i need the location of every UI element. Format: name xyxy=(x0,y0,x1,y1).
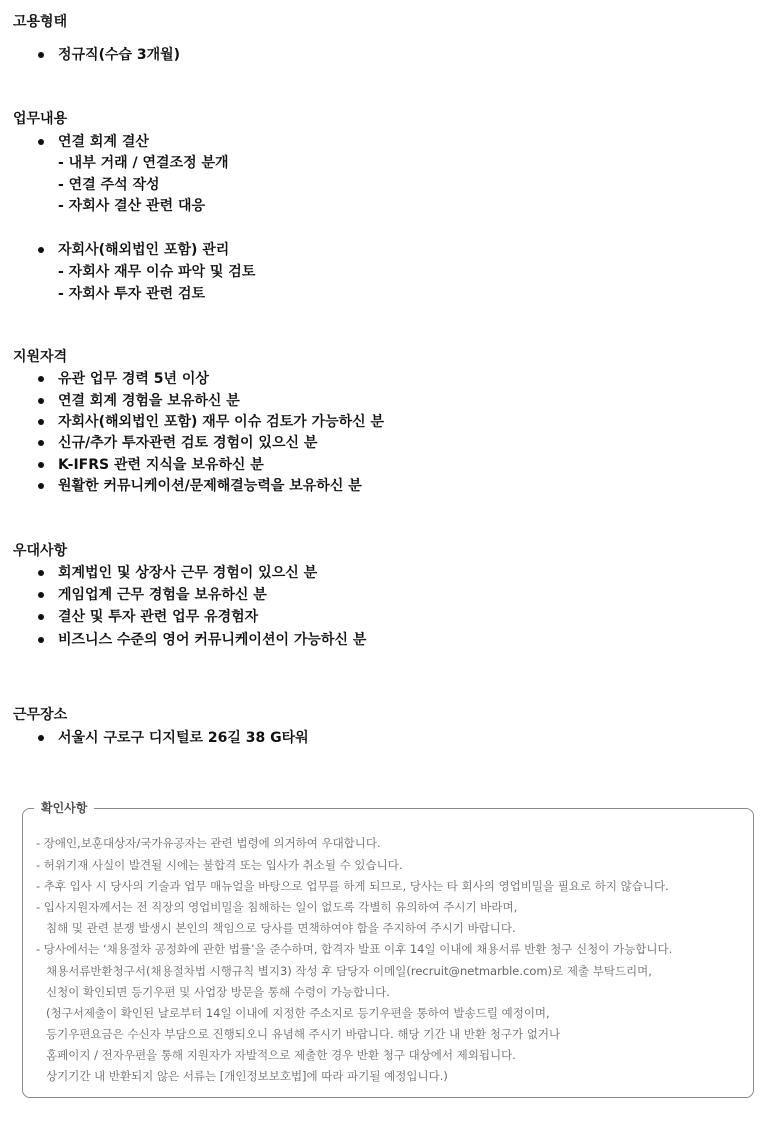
notice-line: 침해 및 관련 분쟁 발생시 본인의 책임으로 당사를 면책하여야 함을 주지하여 주시기 바랍니다. xyxy=(46,921,516,935)
list-item-label: 비즈니스 수준의 영어 커뮤니케이션이 가능하신 분 xyxy=(58,632,367,648)
bullet-icon xyxy=(38,637,44,643)
bullet-icon xyxy=(38,570,44,576)
notice-line: - 당사에서는 ‘채용절차 공정화에 관한 법률’을 준수하며, 합격자 발표 이후 14일 이내에 채용서류 반환 청구 신청이 가능합니다. xyxy=(36,942,673,956)
sub-item: - 내부 거래 / 연결조정 분개 xyxy=(58,155,229,171)
list-item-label: 자회사(해외법인 포함) 재무 이슈 검토가 가능하신 분 xyxy=(58,414,385,430)
list-item-label: 신규/추가 투자관련 검토 경험이 있으신 분 xyxy=(58,435,318,451)
bullet-icon xyxy=(38,419,44,425)
list-item-label: 정규직(수습 3개월) xyxy=(58,47,181,63)
bullet-icon xyxy=(38,376,44,382)
list-item-label: 연결 회계 결산 xyxy=(58,134,149,150)
notice-line: - 추후 입사 시 당사의 기술과 업무 매뉴얼을 바탕으로 업무를 하게 되므로, 당사는 타 회사의 영업비밀을 필요로 하지 않습니다. xyxy=(36,879,669,893)
bullet-icon xyxy=(38,247,44,253)
sub-item: - 자회사 결산 관련 대응 xyxy=(58,198,206,214)
notice-line: 상기기간 내 반환되지 않은 서류는 [개인정보보호법]에 따라 파기될 예정입니다.) xyxy=(46,1069,448,1083)
notice-line: - 허위기재 사실이 발견될 시에는 불합격 또는 입사가 취소될 수 있습니다. xyxy=(36,858,403,872)
list-item-label: 유관 업무 경력 5년 이상 xyxy=(58,371,209,387)
bullet-icon xyxy=(38,614,44,620)
notice-line: 신청이 확인되면 등기우편 및 사업장 방문을 통해 수령이 가능합니다. xyxy=(46,985,390,999)
sub-item: - 자회사 투자 관련 검토 xyxy=(58,286,206,302)
list-item-label: K-IFRS 관련 지식을 보유하신 분 xyxy=(58,457,264,473)
list-item-label: 결산 및 투자 관련 업무 유경험자 xyxy=(58,609,259,625)
section-title-preferred: 우대사항 xyxy=(13,543,68,559)
bullet-icon xyxy=(38,592,44,598)
section-title-location: 근무장소 xyxy=(13,707,68,723)
notice-line: 홈페이지 / 전자우편을 통해 지원자가 자발적으로 제출한 경우 반환 청구 대상에서 제외됩니다. xyxy=(46,1048,516,1062)
list-item-label: 원활한 커뮤니케이션/문제해결능력을 보유하신 분 xyxy=(58,478,362,494)
notice-line: (청구서제출이 확인된 날로부터 14일 이내에 지정한 주소지로 등기우편을 통하여 발송드릴 예정이며, xyxy=(46,1006,550,1020)
section-title-qualifications: 지원자격 xyxy=(13,349,68,365)
bullet-icon xyxy=(38,139,44,145)
section-title-employment: 고용형태 xyxy=(13,14,68,30)
list-item-label: 연결 회계 경험을 보유하신 분 xyxy=(58,393,240,409)
notice-line: - 장애인,보훈대상자/국가유공자는 관련 법령에 의거하여 우대합니다. xyxy=(36,836,381,850)
list-item-label: 게임업계 근무 경험을 보유하신 분 xyxy=(58,587,267,603)
bullet-icon xyxy=(38,462,44,468)
sub-item: - 연결 주석 작성 xyxy=(58,177,160,193)
notice-line: 등기우편요금은 수신자 부담으로 진행되오니 유념해 주시기 바랍니다. 해당 기간 내 반환 청구가 없거나 xyxy=(46,1027,561,1041)
bullet-icon xyxy=(38,735,44,741)
notice-line: - 입사지원자께서는 전 직장의 영업비밀을 침해하는 일이 없도록 각별히 유의하여 주시기 바라며, xyxy=(36,900,518,914)
notice-line: 채용서류반환청구서(채용절차법 시행규칙 별지3) 작성 후 담당자 이메일(recruit@netmarble.com)로 제출 부탁드리며, xyxy=(46,964,652,978)
bullet-icon xyxy=(38,440,44,446)
sub-item: - 자회사 재무 이슈 파악 및 검토 xyxy=(58,264,256,280)
notice-title: 확인사항 xyxy=(34,798,94,818)
list-item-label: 회계법인 및 상장사 근무 경험이 있으신 분 xyxy=(58,565,318,581)
list-item-label: 자회사(해외법인 포함) 관리 xyxy=(58,242,230,258)
section-title-duties: 업무내용 xyxy=(13,111,68,127)
bullet-icon xyxy=(38,483,44,489)
bullet-icon xyxy=(38,398,44,404)
list-item-label: 서울시 구로구 디지털로 26길 38 G타워 xyxy=(58,730,309,746)
bullet-icon xyxy=(38,52,44,58)
